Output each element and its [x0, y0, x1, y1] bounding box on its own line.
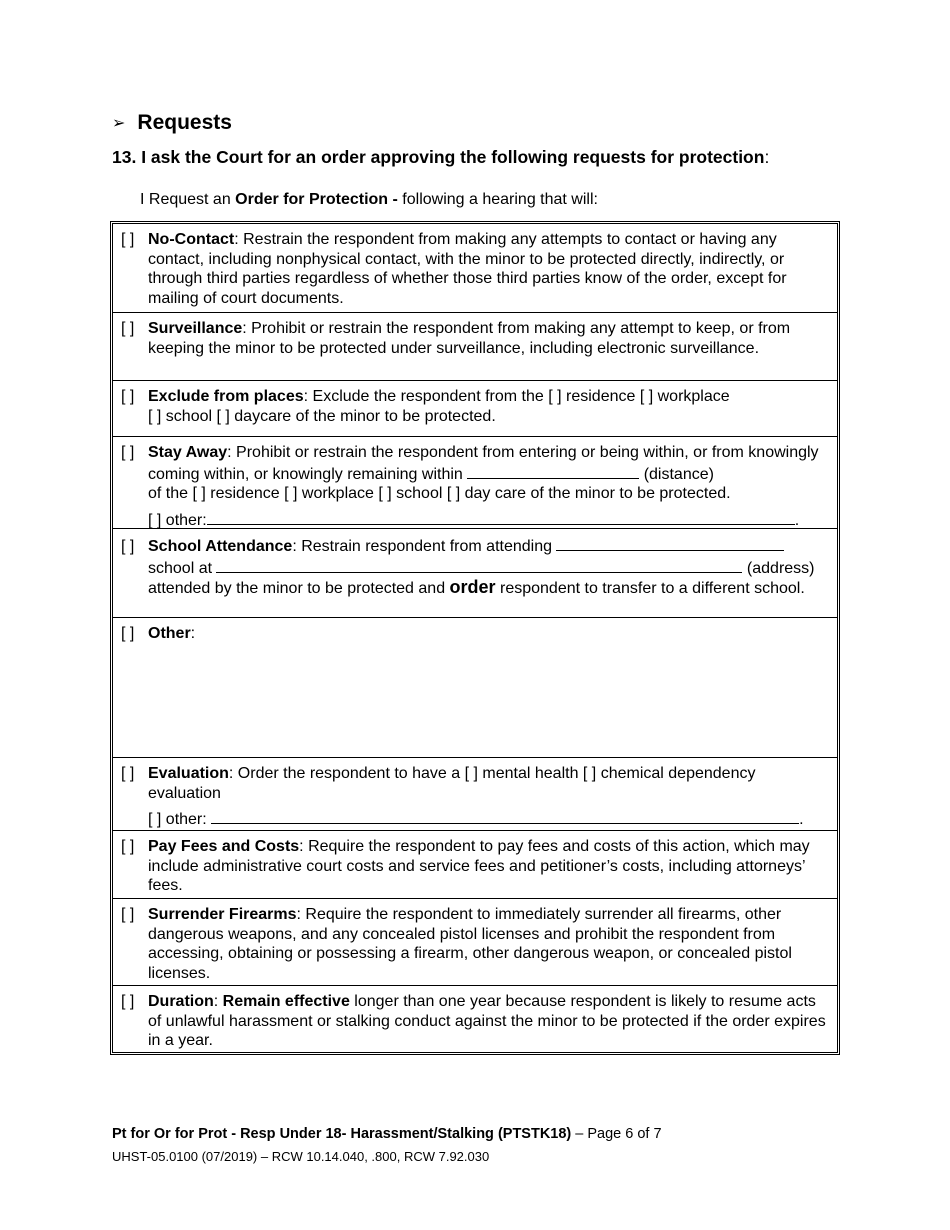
request-exclude-places: [ ] Exclude from places: Exclude the respondent from the [ ] residence [ ] workplace [ ] school [ ] daycare of the minor to be protected.: [113, 381, 837, 437]
school-attendance-checkbox[interactable]: [ ]: [121, 538, 135, 555]
other-checkbox[interactable]: [ ]: [121, 625, 135, 642]
exclude-school-checkbox[interactable]: [ ]: [148, 407, 162, 425]
request-surrender-firearms: [ ] Surrender Firearms: Require the respondent to immediately surrender all firearms, other dangerous weapons, and any concealed pistol licenses and prohibit the respondent from accessing, obtaining or possessing a firearm, other dangerous weapon, or concealed pistol licenses.: [113, 899, 837, 986]
request-school-attendance: [ ] School Attendance: Restrain respondent from attending school at (address) attended by the minor to be protected and order respondent to transfer to a different school.: [113, 529, 837, 618]
footer-code: UHST-05.0100 (07/2019) – RCW 10.14.040, .800, RCW 7.92.030: [112, 1149, 490, 1164]
evaluation-checkbox[interactable]: [ ]: [121, 765, 135, 782]
request-stay-away: [ ] Stay Away: Prohibit or restrain the respondent from entering or being within, or from knowingly coming within, or knowingly remaining within (distance) of the [ ] residence [ ] workplace [ ] school [ ] day care of the minor to be protected. [ ] other: .: [113, 437, 837, 529]
firearms-checkbox[interactable]: [ ]: [121, 906, 135, 923]
stay-other-checkbox[interactable]: [ ]: [148, 512, 162, 530]
stay-residence-checkbox[interactable]: [ ]: [192, 485, 206, 503]
mental-health-checkbox[interactable]: [ ]: [464, 765, 478, 782]
arrow-bullet-icon: ➢: [112, 115, 126, 132]
stay-away-checkbox[interactable]: [ ]: [121, 444, 135, 461]
request-evaluation: [ ] Evaluation: Order the respondent to have a [ ] mental health [ ] chemical dependency evaluation [ ] other: .: [113, 758, 837, 831]
request-duration: [ ] Duration: Remain effective longer than one year because respondent is likely to resume acts of unlawful harassment or stalking conduct against the minor to be protected if the order expires in a year.: [121, 993, 826, 1050]
footer-title: Pt for Or for Prot - Resp Under 18- Harassment/Stalking (PTSTK18) – Page 6 of 7: [112, 1126, 662, 1142]
exclude-checkbox[interactable]: [ ]: [121, 388, 135, 405]
duration-checkbox[interactable]: [ ]: [121, 993, 135, 1010]
no-contact-checkbox[interactable]: [ ]: [121, 231, 135, 248]
school-address-field[interactable]: [216, 557, 742, 573]
exclude-daycare-checkbox[interactable]: [ ]: [216, 407, 230, 425]
stay-workplace-checkbox[interactable]: [ ]: [284, 485, 298, 503]
stay-other-field[interactable]: [207, 509, 795, 525]
request-no-contact: [ ] No-Contact: Restrain the respondent from making any attempts to contact or having any contact, including nonphysical contact, with the minor to be protected directly, indirectly, or through third parties regardless of whether those third parties know of the order, except for mailing of court documents.: [113, 224, 837, 313]
requests-table: [110, 221, 840, 1055]
question-13: 13. I ask the Court for an order approving the following requests for protection:: [112, 147, 770, 167]
surveillance-checkbox[interactable]: [ ]: [121, 320, 135, 337]
pay-fees-checkbox[interactable]: [ ]: [121, 838, 135, 855]
school-name-field[interactable]: [556, 535, 784, 551]
chemical-dependency-checkbox[interactable]: [ ]: [582, 765, 597, 782]
stay-daycare-checkbox[interactable]: [ ]: [446, 485, 461, 503]
stay-school-checkbox[interactable]: [ ]: [378, 485, 392, 503]
exclude-workplace-checkbox[interactable]: [ ]: [639, 388, 654, 405]
request-other: [ ] Other:: [113, 618, 837, 758]
section-heading: [112, 111, 232, 135]
section-title: Requests: [137, 111, 232, 134]
evaluation-other-field[interactable]: [211, 808, 799, 824]
request-pay-fees: [ ] Pay Fees and Costs: Require the respondent to pay fees and costs of this action, which may include administrative court costs and service fees and petitioner’s costs, including attorneys’ fees.: [113, 831, 837, 899]
distance-field[interactable]: [467, 463, 639, 479]
exclude-residence-checkbox[interactable]: [ ]: [548, 388, 562, 405]
evaluation-other-checkbox[interactable]: [ ]: [148, 811, 162, 829]
intro-text: I Request an Order for Protection - following a hearing that will:: [140, 191, 598, 208]
request-surveillance: [ ] Surveillance: Prohibit or restrain the respondent from making any attempt to keep, or from keeping the minor to be protected under surveillance, including electronic surveillance.: [113, 313, 837, 381]
